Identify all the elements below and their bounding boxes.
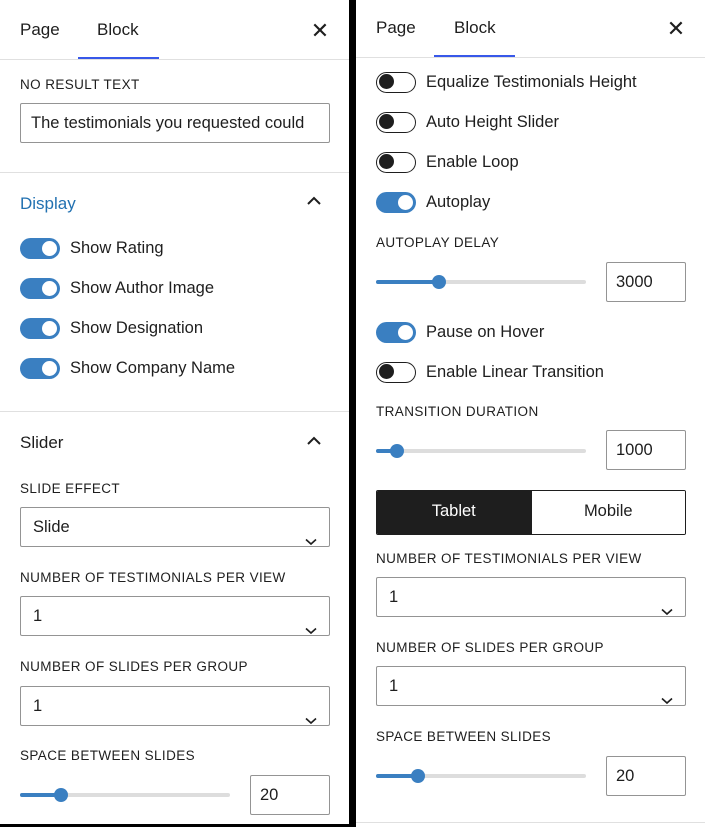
tab-page[interactable]: Page — [20, 20, 60, 39]
toggle-show-company-name[interactable] — [20, 357, 235, 379]
tab-block[interactable]: Block — [97, 20, 139, 39]
toggle-label: Show Author Image — [70, 278, 215, 297]
toggle-auto-height[interactable] — [376, 111, 559, 133]
space-between-number-input[interactable]: 20 — [606, 756, 686, 796]
select-value: Slide — [33, 518, 70, 536]
tab-block[interactable]: Block — [454, 18, 496, 37]
toggle-switch[interactable] — [376, 322, 416, 343]
no-result-text-input[interactable]: The testimonials you requested could — [20, 103, 330, 143]
toggle-switch[interactable] — [376, 152, 416, 173]
toggle-show-rating[interactable] — [20, 237, 164, 259]
header-divider — [356, 57, 705, 58]
section-divider — [0, 411, 349, 412]
select-value: 1 — [33, 697, 43, 715]
autoplay-delay-number-input[interactable]: 3000 — [606, 262, 686, 302]
right-settings-panel — [356, 0, 705, 827]
per-group-caption: NUMBER OF SLIDES PER GROUP — [376, 640, 604, 655]
space-between-slider[interactable] — [376, 769, 586, 783]
toggle-switch[interactable] — [376, 72, 416, 93]
chevron-up-icon[interactable] — [306, 436, 322, 446]
toggle-equalize-height[interactable] — [376, 71, 637, 93]
tab-mobile[interactable]: Mobile — [531, 491, 686, 534]
toggle-label: Autoplay — [426, 192, 491, 211]
select-value: 1 — [389, 677, 399, 695]
toggle-switch[interactable] — [20, 238, 60, 259]
toggle-label: Pause on Hover — [426, 322, 545, 341]
space-between-slider[interactable] — [20, 788, 230, 802]
slider-section-title[interactable]: Slider — [20, 433, 64, 452]
tab-tablet[interactable]: Tablet — [377, 491, 531, 534]
section-divider — [0, 172, 349, 173]
slider-thumb[interactable] — [54, 788, 68, 802]
chevron-up-icon[interactable] — [306, 196, 322, 206]
space-between-caption: SPACE BETWEEN SLIDES — [20, 748, 196, 763]
section-divider — [356, 822, 705, 823]
per-group-select[interactable] — [20, 686, 330, 726]
transition-duration-slider[interactable] — [376, 444, 586, 458]
tab-page[interactable]: Page — [376, 18, 416, 37]
toggle-pause-on-hover[interactable] — [376, 321, 544, 343]
transition-duration-number-input[interactable]: 1000 — [606, 430, 686, 470]
slide-effect-select[interactable] — [20, 507, 330, 547]
header-divider — [0, 59, 349, 60]
toggle-label: Enable Loop — [426, 152, 519, 171]
slider-thumb[interactable] — [390, 444, 404, 458]
slider-fill — [376, 280, 439, 284]
toggle-switch[interactable] — [376, 192, 416, 213]
select-value: 1 — [389, 588, 399, 606]
space-between-caption: SPACE BETWEEN SLIDES — [376, 729, 552, 744]
chevron-down-icon — [305, 611, 317, 619]
toggle-show-author-image[interactable] — [20, 277, 214, 299]
slide-effect-caption: SLIDE EFFECT — [20, 481, 121, 496]
toggle-label: Equalize Testimonials Height — [426, 72, 637, 91]
toggle-linear-transition[interactable] — [376, 361, 604, 383]
close-icon[interactable]: ✕ — [666, 16, 686, 41]
display-section-title[interactable]: Display — [20, 194, 76, 213]
left-settings-panel — [0, 0, 349, 824]
slider-thumb[interactable] — [411, 769, 425, 783]
autoplay-delay-slider[interactable] — [376, 275, 586, 289]
slider-thumb[interactable] — [432, 275, 446, 289]
chevron-down-icon — [661, 681, 673, 689]
per-view-select[interactable] — [376, 577, 686, 617]
toggle-label: Auto Height Slider — [426, 112, 559, 131]
device-toggle-group — [376, 490, 686, 535]
toggle-label: Show Designation — [70, 318, 203, 337]
toggle-switch[interactable] — [20, 358, 60, 379]
toggle-label: Enable Linear Transition — [426, 362, 604, 381]
chevron-down-icon — [661, 592, 673, 600]
toggle-label: Show Company Name — [70, 358, 236, 377]
toggle-switch[interactable] — [20, 278, 60, 299]
toggle-show-designation[interactable] — [20, 317, 203, 339]
per-view-caption: NUMBER OF TESTIMONIALS PER VIEW — [20, 570, 286, 585]
toggle-label: Show Rating — [70, 238, 164, 257]
chevron-down-icon — [305, 522, 317, 530]
toggle-switch[interactable] — [376, 362, 416, 383]
per-view-caption: NUMBER OF TESTIMONIALS PER VIEW — [376, 551, 642, 566]
close-icon[interactable]: ✕ — [310, 18, 330, 43]
transition-duration-caption: TRANSITION DURATION — [376, 404, 539, 419]
select-value: 1 — [33, 607, 43, 625]
no-result-text-caption: NO RESULT TEXT — [20, 77, 140, 92]
per-group-caption: NUMBER OF SLIDES PER GROUP — [20, 659, 248, 674]
space-between-number-input[interactable]: 20 — [250, 775, 330, 815]
toggle-switch[interactable] — [20, 318, 60, 339]
toggle-switch[interactable] — [376, 112, 416, 133]
per-group-select[interactable] — [376, 666, 686, 706]
autoplay-delay-caption: AUTOPLAY DELAY — [376, 235, 500, 250]
toggle-enable-loop[interactable] — [376, 151, 519, 173]
chevron-down-icon — [305, 701, 317, 709]
per-view-select[interactable] — [20, 596, 330, 636]
toggle-autoplay[interactable] — [376, 191, 490, 213]
